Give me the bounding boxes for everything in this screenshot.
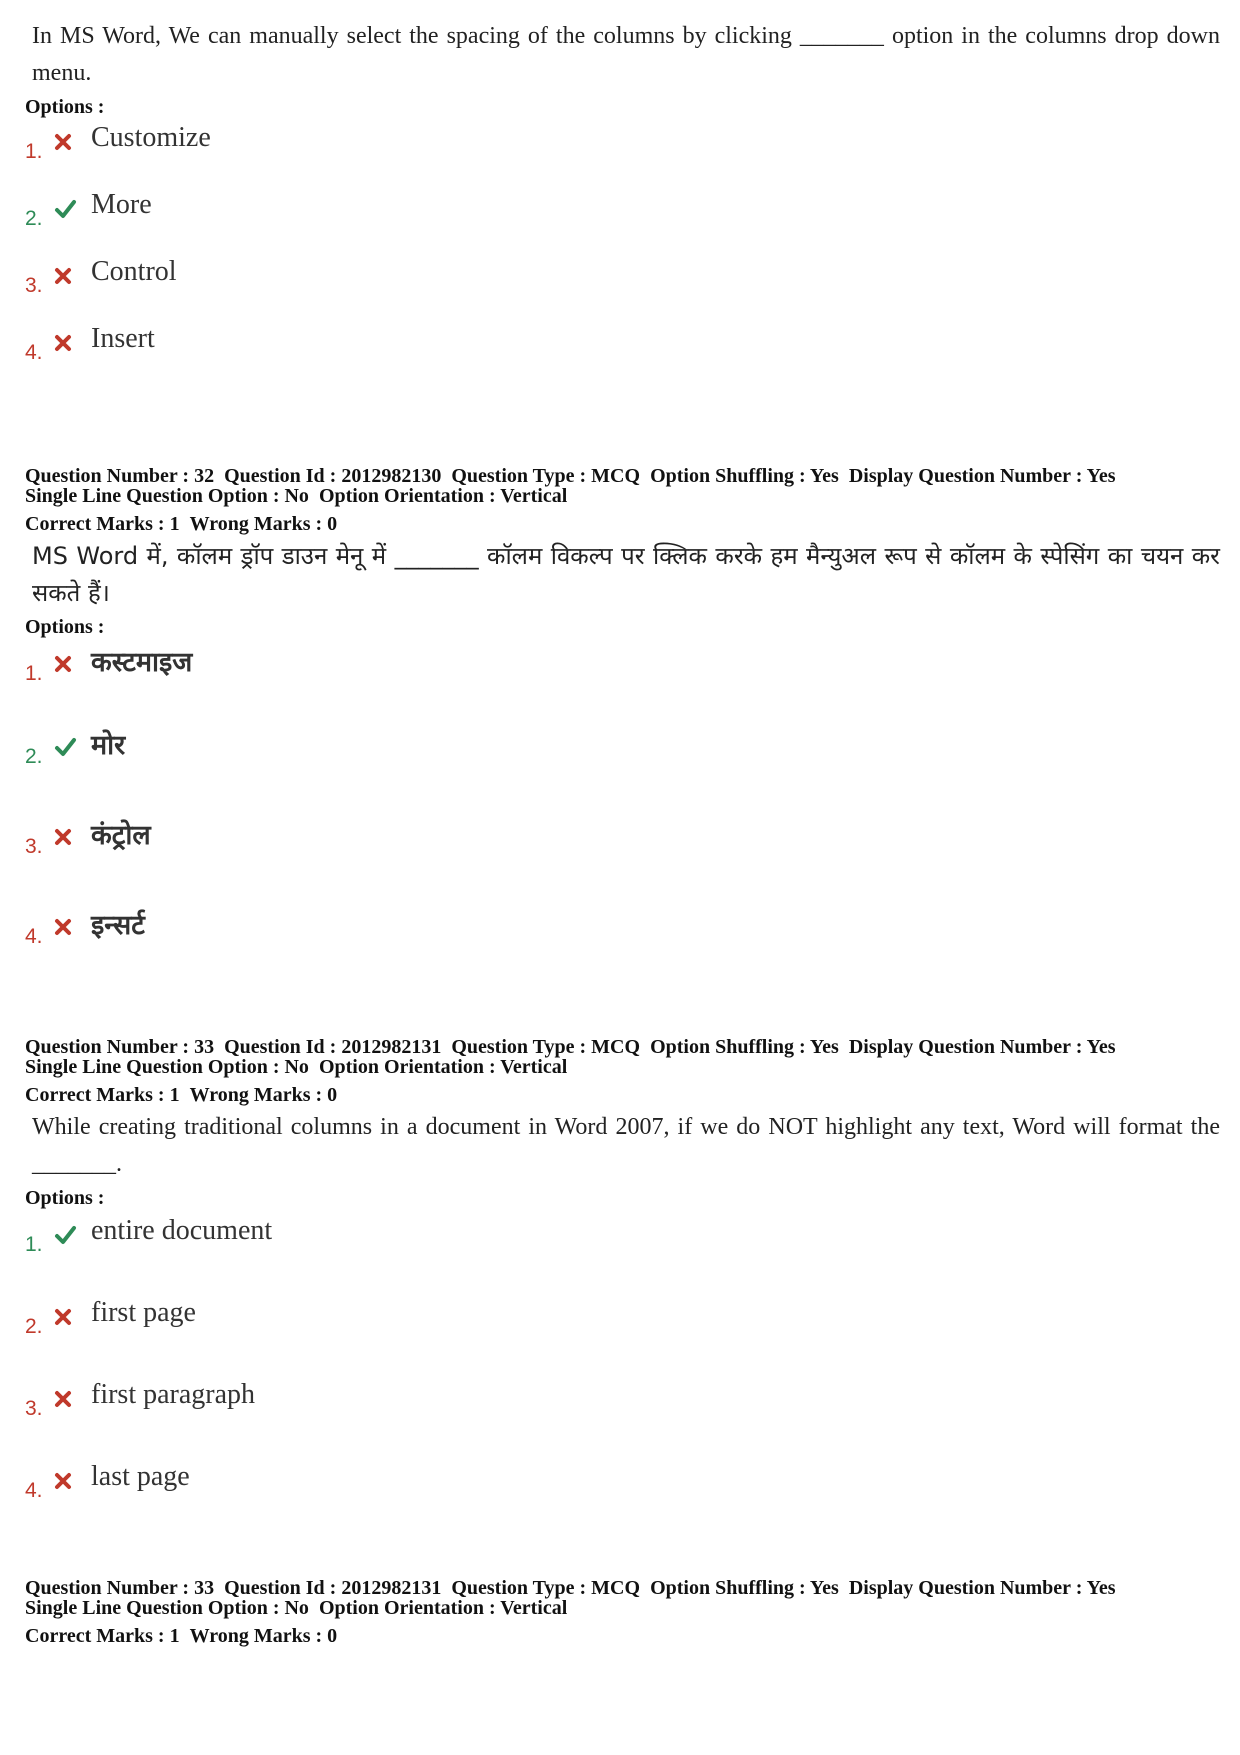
- question-type: Question Type : MCQ: [451, 465, 641, 487]
- check-icon: [53, 199, 77, 219]
- option-text: इन्सर्ट: [91, 910, 145, 941]
- single-line-option: Single Line Question Option : No: [25, 485, 309, 507]
- question-id: Question Id : 2012982130: [224, 465, 442, 487]
- option-text: Insert: [91, 323, 155, 354]
- question-meta-line1: [25, 1578, 1220, 1598]
- cross-icon: [53, 132, 73, 152]
- wrong-marks: Wrong Marks : 0: [189, 1625, 338, 1647]
- option-text: Control: [91, 256, 177, 287]
- question-text: MS Word में, कॉलम ड्रॉप डाउन मेनू में _______ कॉलम विकल्प पर क्लिक करके हम मैन्युअल रूप से कॉलम के स्पेसिंग का चयन कर सकते हैं।: [32, 542, 1220, 607]
- option-number: 3.: [25, 274, 43, 297]
- option-number: 1.: [25, 662, 43, 685]
- question-meta-line1: [25, 466, 1220, 486]
- option-orientation: Option Orientation : Vertical: [318, 485, 568, 507]
- question-id: Question Id : 2012982131: [224, 1036, 442, 1058]
- option-text: More: [91, 189, 152, 220]
- option-shuffling: Option Shuffling : Yes: [650, 465, 839, 487]
- option-text: कंट्रोल: [91, 820, 151, 851]
- wrong-marks: Wrong Marks : 0: [189, 513, 338, 535]
- option-orientation: Option Orientation : Vertical: [318, 1056, 568, 1078]
- option-text: last page: [91, 1461, 190, 1492]
- marks-line: [25, 1626, 1220, 1646]
- option-text: first page: [91, 1297, 196, 1328]
- cross-icon: [53, 1471, 73, 1491]
- option-number: 4.: [25, 341, 43, 364]
- cross-icon: [53, 827, 73, 847]
- marks-line: [25, 1085, 1220, 1105]
- option-number: 1.: [25, 140, 43, 163]
- display-question-number: Display Question Number : Yes: [848, 465, 1116, 487]
- cross-icon: [53, 1389, 73, 1409]
- display-question-number: Display Question Number : Yes: [848, 1036, 1116, 1058]
- question-type: Question Type : MCQ: [451, 1577, 641, 1599]
- correct-marks: Correct Marks : 1: [25, 513, 180, 535]
- wrong-marks: Wrong Marks : 0: [189, 1084, 338, 1106]
- single-line-option: Single Line Question Option : No: [25, 1056, 309, 1078]
- correct-marks: Correct Marks : 1: [25, 1084, 180, 1106]
- question-id: Question Id : 2012982131: [224, 1577, 442, 1599]
- question-meta-line2: [25, 486, 1220, 506]
- option-number: 2.: [25, 745, 43, 768]
- question-text: While creating traditional columns in a document in Word 2007, if we do NOT highlight any text, Word will format the _______.: [32, 1114, 1220, 1177]
- question-number: Question Number : 33: [25, 1036, 215, 1058]
- option-number: 3.: [25, 835, 43, 858]
- option-text: कस्टमाइज: [91, 647, 193, 678]
- options-label: Options :: [25, 1187, 105, 1209]
- question-block-32: [25, 466, 1220, 954]
- option-number: 4.: [25, 1479, 43, 1502]
- question-meta-line2: [25, 1598, 1220, 1618]
- option-text: entire document: [91, 1215, 273, 1246]
- options-label: Options :: [25, 96, 105, 118]
- cross-icon: [53, 1307, 73, 1327]
- option-text: first paragraph: [91, 1379, 256, 1410]
- question-text: In MS Word, We can manually select the spacing of the columns by clicking _______ option in the columns drop down menu.: [32, 23, 1220, 86]
- display-question-number: Display Question Number : Yes: [848, 1577, 1116, 1599]
- marks-line: [25, 514, 1220, 534]
- question-number: Question Number : 33: [25, 1577, 215, 1599]
- option-number: 2.: [25, 207, 43, 230]
- option-shuffling: Option Shuffling : Yes: [650, 1577, 839, 1599]
- question-type: Question Type : MCQ: [451, 1036, 641, 1058]
- question-number: Question Number : 32: [25, 465, 215, 487]
- option-shuffling: Option Shuffling : Yes: [650, 1036, 839, 1058]
- option-text: मोर: [91, 730, 126, 761]
- option-number: 3.: [25, 1397, 43, 1420]
- correct-marks: Correct Marks : 1: [25, 1625, 180, 1647]
- option-text: Customize: [91, 122, 211, 153]
- option-orientation: Option Orientation : Vertical: [318, 1597, 568, 1619]
- option-number: 2.: [25, 1315, 43, 1338]
- question-meta-line1: [25, 1037, 1220, 1057]
- question-block-33-hindi: [25, 1578, 1220, 1646]
- check-icon: [53, 1225, 77, 1245]
- cross-icon: [53, 266, 73, 286]
- single-line-option: Single Line Question Option : No: [25, 1597, 309, 1619]
- question-meta-line2: [25, 1057, 1220, 1077]
- cross-icon: [53, 654, 73, 674]
- cross-icon: [53, 333, 73, 353]
- cross-icon: [53, 917, 73, 937]
- question-block-1: [25, 18, 1220, 402]
- question-block-33: [25, 1036, 1220, 1502]
- option-number: 1.: [25, 1233, 43, 1256]
- check-icon: [53, 737, 77, 757]
- option-number: 4.: [25, 925, 43, 948]
- options-label: Options :: [25, 616, 105, 638]
